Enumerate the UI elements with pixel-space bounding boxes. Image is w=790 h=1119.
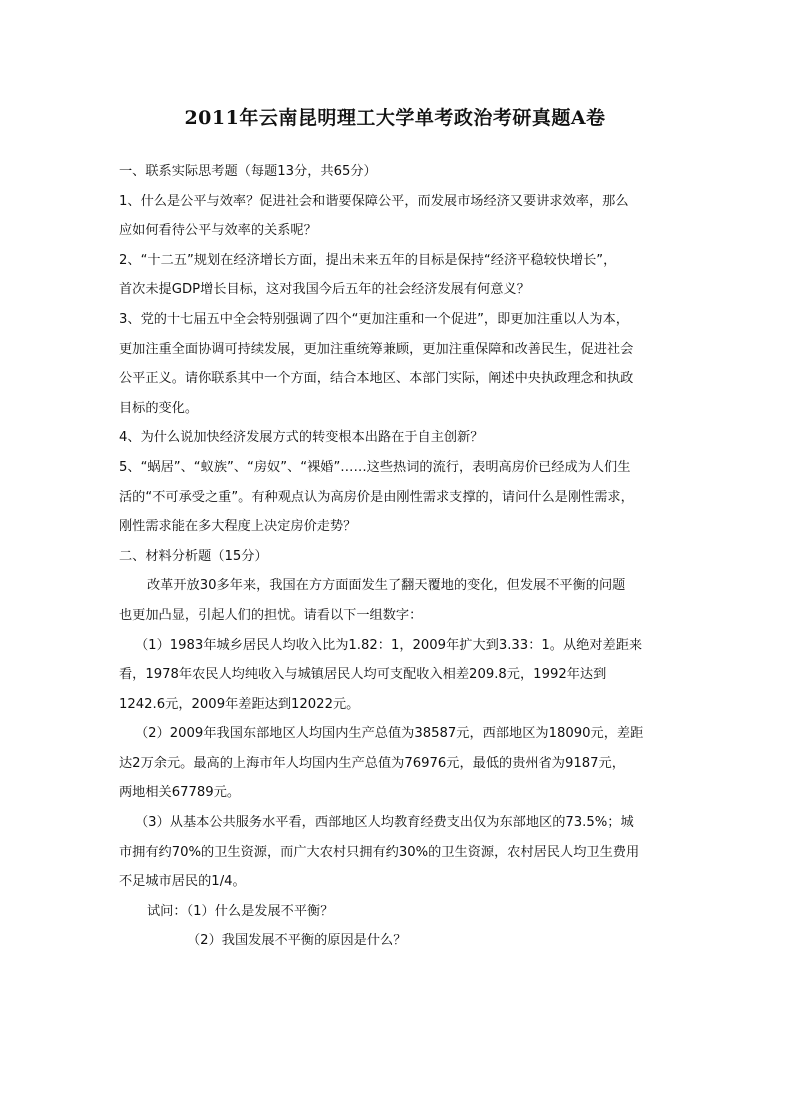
question3-line2: 更加注重全面协调可持续发展，更加注重统筹兼顾，更加注重保障和改善民生，促进社会	[119, 341, 634, 357]
question3-line1: 3、党的十七届五中全会特别强调了四个“更加注重和一个促进”，即更加注重以人为本，	[119, 311, 629, 327]
question3-line4: 目标的变化。	[119, 400, 199, 416]
material-item2-line1: （2）2009年我国东部地区人均国内生产总值为38587元，西部地区为18090元，差距	[135, 726, 644, 742]
analysis-question2: （2）我国发展不平衡的原因是什么？	[187, 933, 407, 949]
question5-line1: 5、“蜗居”、“蚁族”、“房奴”、“裸婚”……这些热词的流行，表明高房价已经成为人们生	[119, 459, 631, 475]
question2-line2: 首次未提GDP增长目标，这对我国今后五年的社会经济发展有何意义？	[119, 282, 530, 298]
document-title: 2011年云南昆明理工大学单考政治考研真题A卷	[184, 107, 606, 129]
material-item3-line2: 市拥有约70%的卫生资源，而广大农村只拥有约30%的卫生资源，农村居民人均卫生费用	[119, 844, 640, 860]
material-intro-line1: 改革开放30多年来，我国在方方面面发生了翻天覆地的变化，但发展不平衡的问题	[147, 578, 626, 594]
section2-heading: 二、材料分析题（15分）	[119, 548, 268, 564]
question2-line1: 2、“十二五”规划在经济增长方面，提出未来五年的目标是保持“经济平稳较快增长”，	[119, 252, 617, 268]
question5-line3: 刚性需求能在多大程度上决定房价走势？	[119, 519, 357, 535]
question1-line2: 应如何看待公平与效率的关系呢？	[119, 223, 317, 239]
analysis-question1: 试问：（1）什么是发展不平衡？	[147, 903, 334, 919]
material-item1-line3: 1242.6元，2009年差距达到12022元。	[119, 696, 360, 712]
section1-heading: 一、联系实际思考题（每题13分，共65分）	[119, 164, 377, 179]
material-item1-line1: （1）1983年城乡居民人均收入比为1.82：1，2009年扩大到3.33：1。从绝对差距来	[135, 637, 643, 653]
material-item3-line1: （3）从基本公共服务水平看，西部地区人均教育经费支出仅为东部地区的73.5%；城	[135, 815, 634, 831]
material-item1-line2: 看，1978年农民人均纯收入与城镇居民人均可支配收入相差209.8元，1992年达到	[119, 667, 607, 683]
question4-line1: 4、为什么说加快经济发展方式的转变根本出路在于自主创新？	[119, 430, 484, 446]
material-item3-line3: 不足城市居民的1/4。	[119, 874, 246, 890]
material-intro-line2: 也更加凸显，引起人们的担忧。请看以下一组数字：	[119, 607, 423, 623]
document-body	[119, 157, 667, 956]
material-item2-line2: 达2万余元。最高的上海市年人均国内生产总值为76976元，最低的贵州省为9187元，	[119, 755, 625, 771]
question3-line3: 公平正义。请你联系其中一个方面，结合本地区、本部门实际，阐述中央执政理念和执政	[119, 371, 634, 387]
question5-line2: 活的“不可承受之重”。有种观点认为高房价是由刚性需求支撑的，请问什么是刚性需求，	[119, 489, 634, 505]
material-item2-line3: 两地相关67789元。	[119, 785, 241, 801]
question1-line1: 1、什么是公平与效率？促进社会和谐要保障公平，而发展市场经济又要讲求效率，那么	[119, 193, 629, 209]
